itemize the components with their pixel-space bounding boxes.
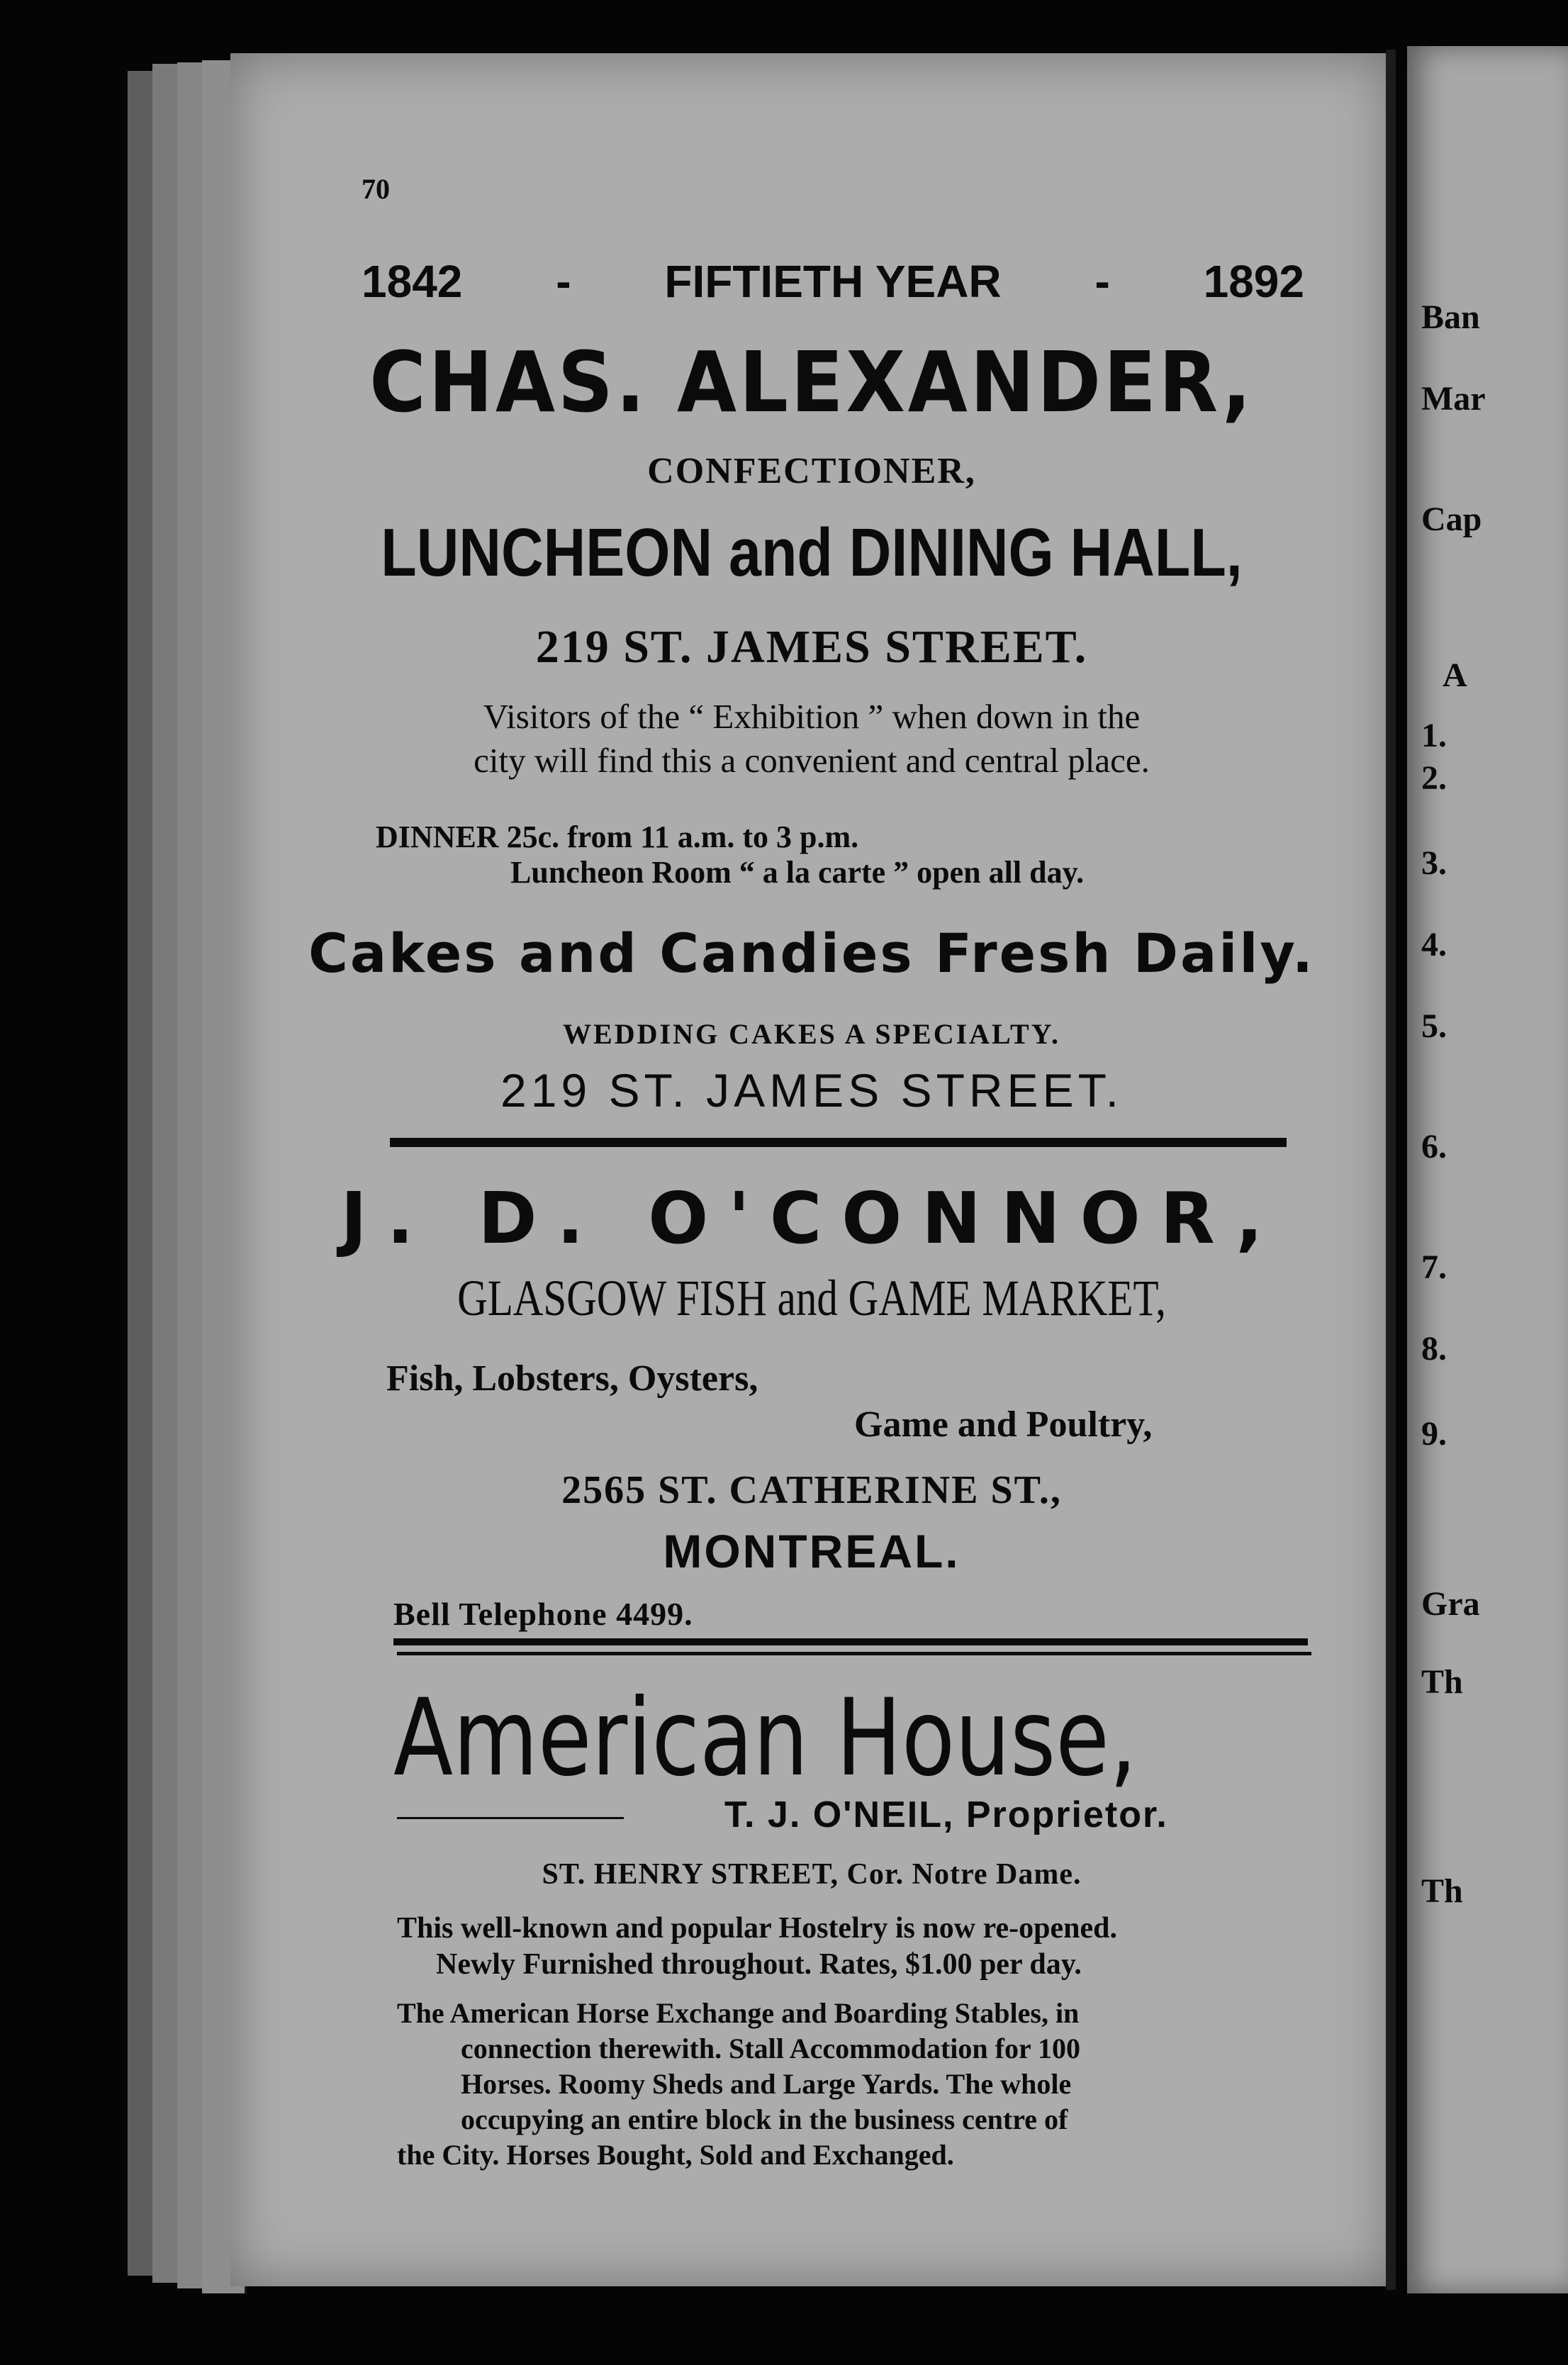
year-start: 1842 — [362, 256, 463, 307]
alexander-luncheon-room: Luncheon Room “ a la carte ” open all day. — [510, 855, 1085, 890]
alexander-hall: LUNCHEON and DINING HALL, — [381, 515, 1243, 591]
right-fragment: A — [1443, 656, 1467, 694]
american-house-text: This well-known and popular Hostelry is now re-opened. — [397, 1912, 1117, 1945]
divider-rule — [397, 1652, 1311, 1655]
right-fragment: 1. — [1421, 717, 1447, 754]
alexander-wedding: WEDDING CAKES A SPECIALTY. — [563, 1018, 1060, 1050]
anniversary-line — [362, 255, 1304, 308]
right-fragment: Th — [1421, 1663, 1463, 1701]
right-fragment: Ban — [1421, 298, 1480, 336]
right-fragment: 5. — [1421, 1007, 1447, 1045]
oconnor-market: GLASGOW FISH and GAME MARKET, — [457, 1270, 1166, 1326]
right-fragment: 3. — [1421, 844, 1447, 882]
year-end: 1892 — [1203, 256, 1304, 307]
right-fragment: Cap — [1421, 501, 1482, 538]
alexander-dinner: DINNER 25c. from 11 a.m. to 3 p.m. — [376, 820, 859, 854]
separator: - — [556, 256, 571, 307]
american-house-text: Newly Furnished throughout. Rates, $1.00 per day. — [436, 1948, 1082, 1981]
american-house-proprietor: T. J. O'NEIL, Proprietor. — [724, 1794, 1168, 1835]
american-house-address: ST. HENRY STREET, Cor. Notre Dame. — [542, 1858, 1082, 1891]
alexander-address: 219 ST. JAMES STREET. — [535, 621, 1088, 673]
right-fragment: 4. — [1421, 926, 1447, 963]
stables-line: Horses. Roomy Sheds and Large Yards. The whole — [461, 2068, 1072, 2100]
anniversary-title: FIFTIETH YEAR — [664, 256, 1002, 307]
divider-rule — [390, 1138, 1287, 1147]
stables-line: occupying an entire block in the business centre of — [461, 2103, 1068, 2135]
right-fragment: Gra — [1421, 1585, 1480, 1623]
right-fragment: 6. — [1421, 1128, 1447, 1165]
right-fragment: 2. — [1421, 759, 1447, 797]
right-fragment: 8. — [1421, 1330, 1447, 1368]
alexander-name: CHAS. ALEXANDER, — [369, 333, 1254, 431]
right-fragment: 7. — [1421, 1248, 1447, 1286]
oconnor-address: 2565 ST. CATHERINE ST., — [561, 1468, 1062, 1512]
proprietor-rule — [397, 1817, 624, 1819]
right-fragment: Mar — [1421, 380, 1486, 418]
separator: - — [1094, 256, 1110, 307]
book-gutter — [1386, 50, 1396, 2290]
oconnor-telephone: Bell Telephone 4499. — [393, 1596, 693, 1632]
oconnor-city: MONTREAL. — [663, 1525, 961, 1577]
oconnor-goods: Fish, Lobsters, Oysters, — [386, 1358, 758, 1399]
stables-line: The American Horse Exchange and Boarding Stables, in — [397, 1997, 1080, 2029]
alexander-cakes: Cakes and Candies Fresh Daily. — [308, 922, 1315, 985]
visitors-line: Visitors of the “ Exhibition ” when down in the — [483, 697, 1141, 736]
stables-line: connection therewith. Stall Accommodation for 100 — [461, 2033, 1081, 2064]
oconnor-goods: Game and Poultry, — [854, 1404, 1153, 1445]
right-fragment: 9. — [1421, 1415, 1447, 1453]
stables-line: the City. Horses Bought, Sold and Exchanged. — [397, 2139, 954, 2171]
alexander-trade: CONFECTIONER, — [647, 451, 976, 491]
oconnor-name: J. D. O'CONNOR, — [340, 1177, 1283, 1260]
right-fragment: Th — [1421, 1872, 1463, 1910]
visitors-line: city will find this a convenient and central place. — [474, 741, 1150, 780]
divider-rule — [393, 1638, 1308, 1645]
right-page — [1407, 46, 1568, 2293]
american-house-stables — [397, 1996, 1318, 2173]
left-page — [230, 53, 1393, 2286]
alexander-address-repeat: 219 ST. JAMES STREET. — [500, 1064, 1123, 1117]
alexander-visitors — [230, 695, 1393, 783]
page-number: 70 — [362, 173, 390, 205]
american-house-name: American House, — [393, 1677, 1137, 1800]
